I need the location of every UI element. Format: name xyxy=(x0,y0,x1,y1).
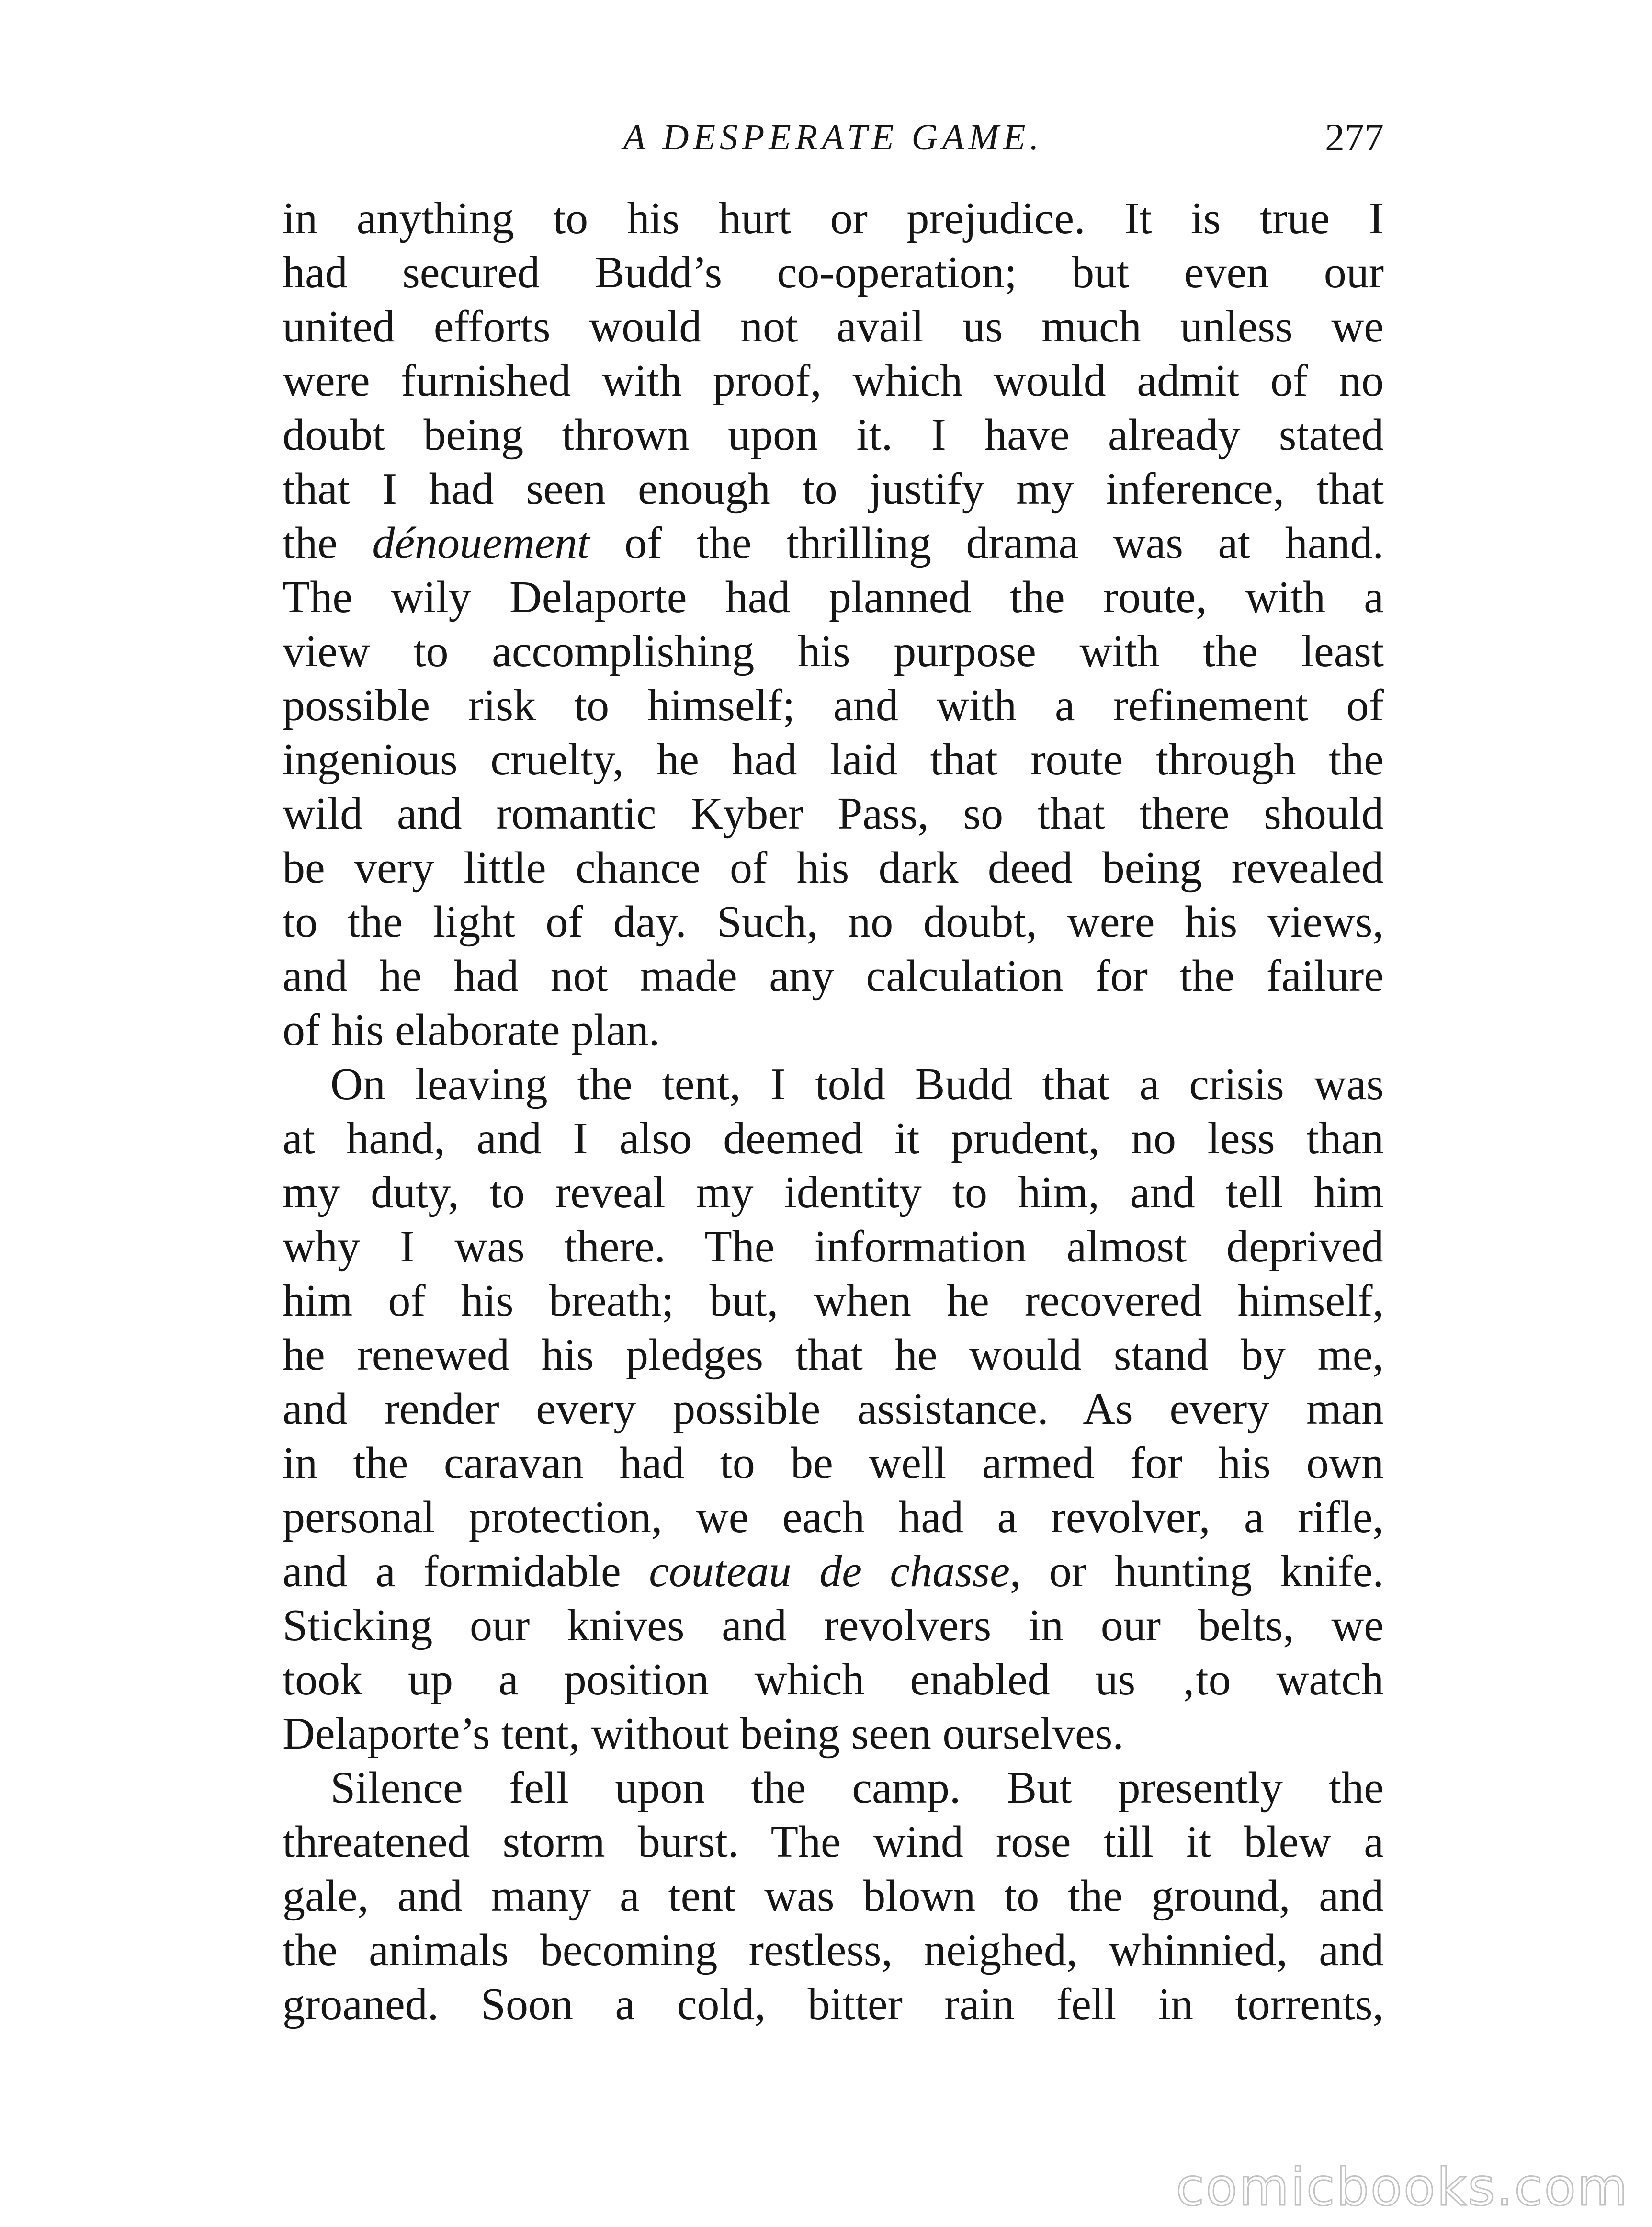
italic-phrase: dénouement xyxy=(372,518,590,568)
text-line: be very little chance of his dark deed being revealed xyxy=(283,843,1384,893)
text-line: On leaving the tent, I told Budd that a crisis was xyxy=(330,1059,1384,1109)
text-line: at hand, and I also deemed it prudent, no less than xyxy=(283,1114,1384,1163)
text-line: and he had not made any calculation for the failure xyxy=(283,951,1384,1001)
text-line: Delaporte’s tent, without being seen ourselves. xyxy=(283,1709,1124,1759)
text-line: united efforts would not avail us much unless we xyxy=(283,302,1384,352)
text-line: the animals becoming restless, neighed, whinnied, and xyxy=(283,1925,1384,1975)
text-line: of his elaborate plan. xyxy=(283,1005,660,1055)
text-line: him of his breath; but, when he recovered himself, xyxy=(283,1276,1384,1326)
watermark: comicbooks.com xyxy=(1176,2158,1629,2217)
text-line: Sticking our knives and revolvers in our belts, we xyxy=(283,1601,1384,1650)
text-line: to the light of day. Such, no doubt, were his views, xyxy=(283,897,1384,947)
text-line xyxy=(283,1545,1384,1599)
italic-phrase: couteau de chasse xyxy=(649,1546,1010,1596)
text-line: that I had seen enough to justify my inference, that xyxy=(283,464,1384,514)
text-line: The wily Delaporte had planned the route, with a xyxy=(283,572,1384,622)
text-line: he renewed his pledges that he would stand by me, xyxy=(283,1330,1384,1380)
text-line: personal protection, we each had a revolver, a rifle, xyxy=(283,1492,1384,1542)
text-line: in the caravan had to be well armed for his own xyxy=(283,1438,1384,1488)
text-line: and render every possible assistance. As every man xyxy=(283,1384,1384,1434)
text-line: in anything to his hurt or prejudice. It is true I xyxy=(283,193,1384,243)
text-line: why I was there. The information almost deprived xyxy=(283,1222,1384,1272)
text-line: my duty, to reveal my identity to him, and tell him xyxy=(283,1168,1384,1217)
text-line: possible risk to himself; and with a refinement of xyxy=(283,681,1384,730)
text-line: view to accomplishing his purpose with the least xyxy=(283,626,1384,676)
text-line: ingenious cruelty, he had laid that route through the xyxy=(283,735,1384,784)
body-text xyxy=(283,192,1384,2032)
text-line: gale, and many a tent was blown to the ground, and xyxy=(283,1871,1384,1921)
text-line: were furnished with proof, which would admit of no xyxy=(283,356,1384,406)
text-line: doubt being thrown upon it. I have already stated xyxy=(283,410,1384,460)
text-segment: and a formidable xyxy=(283,1546,649,1596)
text-segment: of the thrilling drama was at hand. xyxy=(589,518,1384,568)
text-line: Silence fell upon the camp. But presently the xyxy=(330,1763,1384,1813)
text-line: wild and romantic Kyber Pass, so that there should xyxy=(283,789,1384,839)
text-line xyxy=(283,516,1384,570)
page-number: 277 xyxy=(1325,115,1384,159)
running-head xyxy=(283,106,1384,169)
running-title: A DESPERATE GAME. xyxy=(623,117,1043,158)
text-segment: the xyxy=(283,518,373,568)
text-line: groaned. Soon a cold, bitter rain fell in torrents, xyxy=(283,1979,1384,2029)
text-line: threatened storm burst. The wind rose till it blew a xyxy=(283,1817,1384,1867)
text-segment: , or hunting knife. xyxy=(1009,1546,1384,1596)
text-line: took up a position which enabled us ‚to watch xyxy=(283,1655,1384,1704)
text-line: had secured Budd’s co-operation; but even our xyxy=(283,248,1384,297)
